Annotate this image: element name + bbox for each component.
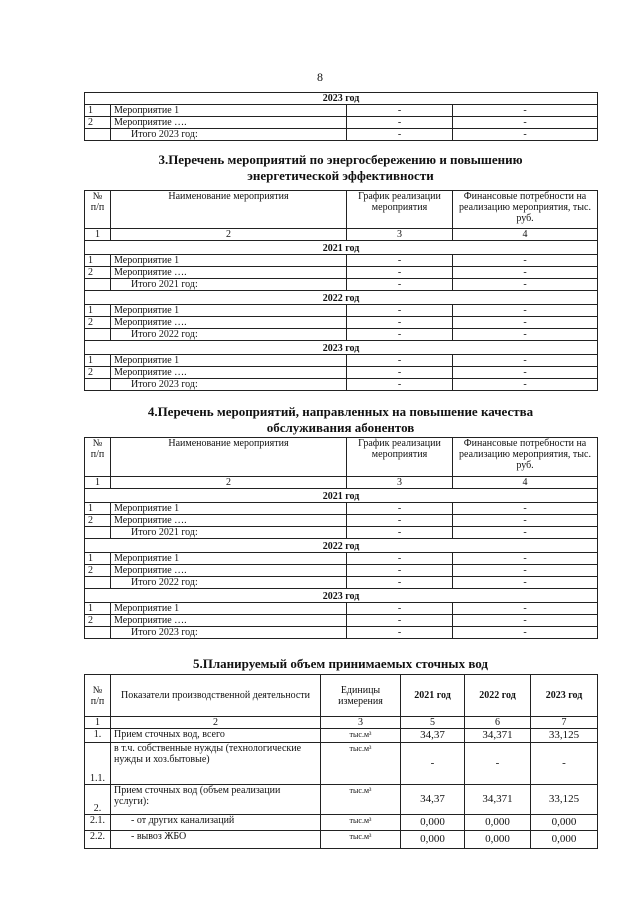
schedule-value: - [347, 379, 453, 391]
col-header: № п/п [85, 191, 111, 229]
measure-name: Мероприятие 1 [111, 603, 347, 615]
unit-label: тыс.м³ [321, 729, 401, 743]
col-header: № п/п [85, 438, 111, 477]
value-2021: 34,37 [401, 785, 465, 815]
section-3-table: № п/п Наименование мероприятия График реализации мероприятия Финансовые потребности на реализацию мероприятия, тыс. руб. 1 2 3 4 2021 год 1 Мероприятие 1 - - 2 Мероприятие …. - - Итого 2021 год: - - 2022 год 1 Мероприятие 1 - - 2 Мероприятие …. - - Итого 2022 год: - - 2023 год 1 Мероприятие 1 - - 2 Мероприятие …. - - Итого 2023 год: - - [84, 190, 598, 391]
finance-value: - [453, 305, 598, 317]
indicator-name: Прием сточных вод (объем реализации услуги): [111, 785, 321, 815]
schedule-value: - [347, 267, 453, 279]
page-number: 8 [317, 70, 323, 84]
schedule-value: - [347, 117, 453, 129]
col-header: График реализации мероприятия [347, 438, 453, 477]
unit-label: тыс.м³ [321, 785, 401, 815]
finance-value: - [453, 355, 598, 367]
year-header: 2023 год [85, 341, 598, 355]
col-header: Показатели производственной деятельности [111, 675, 321, 717]
measure-name: Мероприятие …. [111, 117, 347, 129]
col-number: 5 [401, 717, 465, 729]
total-label: Итого 2022 год: [111, 329, 347, 341]
value-2021: 0,000 [401, 815, 465, 831]
schedule-value: - [347, 255, 453, 267]
value-2021: - [401, 743, 465, 785]
schedule-value: - [347, 317, 453, 329]
col-number: 1 [85, 229, 111, 241]
col-number: 1 [85, 477, 111, 489]
indicator-name: - от других канализаций [111, 815, 321, 831]
row-number: 1 [85, 105, 111, 117]
value-2023: 0,000 [531, 831, 598, 849]
value-2021: 0,000 [401, 831, 465, 849]
value-2023: 0,000 [531, 815, 598, 831]
col-number: 4 [453, 477, 598, 489]
finance-value: - [453, 527, 598, 539]
schedule-value: - [347, 355, 453, 367]
row-number: 2.1. [85, 815, 111, 831]
schedule-value: - [347, 603, 453, 615]
schedule-value: - [347, 279, 453, 291]
row-number: 2. [85, 785, 111, 815]
col-header: Финансовые потребности на реализацию мероприятия, тыс. руб. [453, 438, 598, 477]
schedule-value: - [347, 553, 453, 565]
measure-name: Мероприятие 1 [111, 255, 347, 267]
measure-name: Мероприятие 1 [111, 355, 347, 367]
col-header: 2021 год [401, 675, 465, 717]
total-label: Итого 2023 год: [111, 627, 347, 639]
top-table-2023 [84, 92, 598, 141]
finance-value: - [453, 627, 598, 639]
value-2021: 34,37 [401, 729, 465, 743]
total-label: Итого 2023 год: [111, 379, 347, 391]
section-4-table: № п/п Наименование мероприятия График реализации мероприятия Финансовые потребности на реализацию мероприятия, тыс. руб. 1 2 3 4 2021 год 1 Мероприятие 1 - - 2 Мероприятие …. - - Итого 2021 год: - - 2022 год 1 Мероприятие 1 - - 2 Мероприятие …. - - Итого 2022 год: - - 2023 год 1 Мероприятие 1 - - 2 Мероприятие …. - - Итого 2023 год: - - [84, 437, 598, 639]
col-number: 1 [85, 717, 111, 729]
section-4-title: 4.Перечень мероприятий, направленных на повышение качества обслуживания абонентов [147, 404, 534, 435]
col-number: 4 [453, 229, 598, 241]
row-number: 1.1. [85, 743, 111, 785]
value-2022: 34,371 [465, 785, 531, 815]
col-header: 2023 год [531, 675, 598, 717]
col-number: 3 [347, 229, 453, 241]
col-header: Наименование мероприятия [111, 191, 347, 229]
col-header: Наименование мероприятия [111, 438, 347, 477]
section-3-title: 3.Перечень мероприятий по энергосбережению и повышению энергетической эффективности [158, 152, 523, 183]
finance-value: - [453, 279, 598, 291]
measure-name: Мероприятие …. [111, 515, 347, 527]
year-header: 2023 год [85, 589, 598, 603]
col-number: 2 [111, 229, 347, 241]
schedule-value: - [347, 503, 453, 515]
section-5-title: 5.Планируемый объем принимаемых сточных вод [193, 656, 488, 671]
finance-value: - [453, 105, 598, 117]
col-number: 2 [111, 477, 347, 489]
year-header: 2021 год [85, 489, 598, 503]
finance-value: - [453, 515, 598, 527]
schedule-value: - [347, 615, 453, 627]
indicator-name: в т.ч. собственные нужды (технологические нужды и хоз.бытовые) [111, 743, 321, 785]
finance-value: - [453, 565, 598, 577]
schedule-value: - [347, 367, 453, 379]
unit-label: тыс.м³ [321, 815, 401, 831]
schedule-value: - [347, 627, 453, 639]
measure-name: Мероприятие …. [111, 367, 347, 379]
total-label: Итого 2021 год: [111, 279, 347, 291]
col-header: 2022 год [465, 675, 531, 717]
col-header: № п/п [85, 675, 111, 717]
row-number: 2.2. [85, 831, 111, 849]
measure-name: Мероприятие 1 [111, 503, 347, 515]
schedule-value: - [347, 527, 453, 539]
value-2023: 33,125 [531, 785, 598, 815]
col-number: 3 [321, 717, 401, 729]
finance-value: - [453, 255, 598, 267]
measure-name: Мероприятие …. [111, 565, 347, 577]
total-label: Итого 2021 год: [111, 527, 347, 539]
finance-value: - [453, 329, 598, 341]
finance-value: - [453, 503, 598, 515]
finance-value: - [453, 129, 598, 141]
schedule-value: - [347, 565, 453, 577]
col-number: 3 [347, 477, 453, 489]
measure-name: Мероприятие …. [111, 317, 347, 329]
finance-value: - [453, 367, 598, 379]
unit-label: тыс.м³ [321, 743, 401, 785]
finance-value: - [453, 615, 598, 627]
value-2023: - [531, 743, 598, 785]
value-2022: 0,000 [465, 815, 531, 831]
col-header: Единицы измерения [321, 675, 401, 717]
measure-name: Мероприятие 1 [111, 105, 347, 117]
finance-value: - [453, 553, 598, 565]
schedule-value: - [347, 515, 453, 527]
finance-value: - [453, 577, 598, 589]
schedule-value: - [347, 305, 453, 317]
year-header: 2021 год [85, 241, 598, 255]
col-number: 7 [531, 717, 598, 729]
value-2022: 0,000 [465, 831, 531, 849]
finance-value: - [453, 379, 598, 391]
year-header: 2022 год [85, 291, 598, 305]
schedule-value: - [347, 129, 453, 141]
year-header: 2022 год [85, 539, 598, 553]
section-5-table [84, 674, 598, 849]
finance-value: - [453, 603, 598, 615]
indicator-name: Прием сточных вод, всего [111, 729, 321, 743]
finance-value: - [453, 317, 598, 329]
row-number: 2 [85, 117, 111, 129]
value-2023: 33,125 [531, 729, 598, 743]
schedule-value: - [347, 329, 453, 341]
value-2022: - [465, 743, 531, 785]
finance-value: - [453, 117, 598, 129]
col-header: График реализации мероприятия [347, 191, 453, 229]
unit-label: тыс.м³ [321, 831, 401, 849]
col-header: Финансовые потребности на реализацию мероприятия, тыс. руб. [453, 191, 598, 229]
value-2022: 34,371 [465, 729, 531, 743]
schedule-value: - [347, 105, 453, 117]
col-number: 2 [111, 717, 321, 729]
measure-name: Мероприятие 1 [111, 553, 347, 565]
row-number: 1. [85, 729, 111, 743]
measure-name: Мероприятие …. [111, 615, 347, 627]
measure-name: Мероприятие 1 [111, 305, 347, 317]
year-header: 2023 год [85, 93, 598, 105]
total-label: Итого 2023 год: [111, 129, 347, 141]
finance-value: - [453, 267, 598, 279]
schedule-value: - [347, 577, 453, 589]
measure-name: Мероприятие …. [111, 267, 347, 279]
col-number: 6 [465, 717, 531, 729]
total-label: Итого 2022 год: [111, 577, 347, 589]
indicator-name: - вывоз ЖБО [111, 831, 321, 849]
